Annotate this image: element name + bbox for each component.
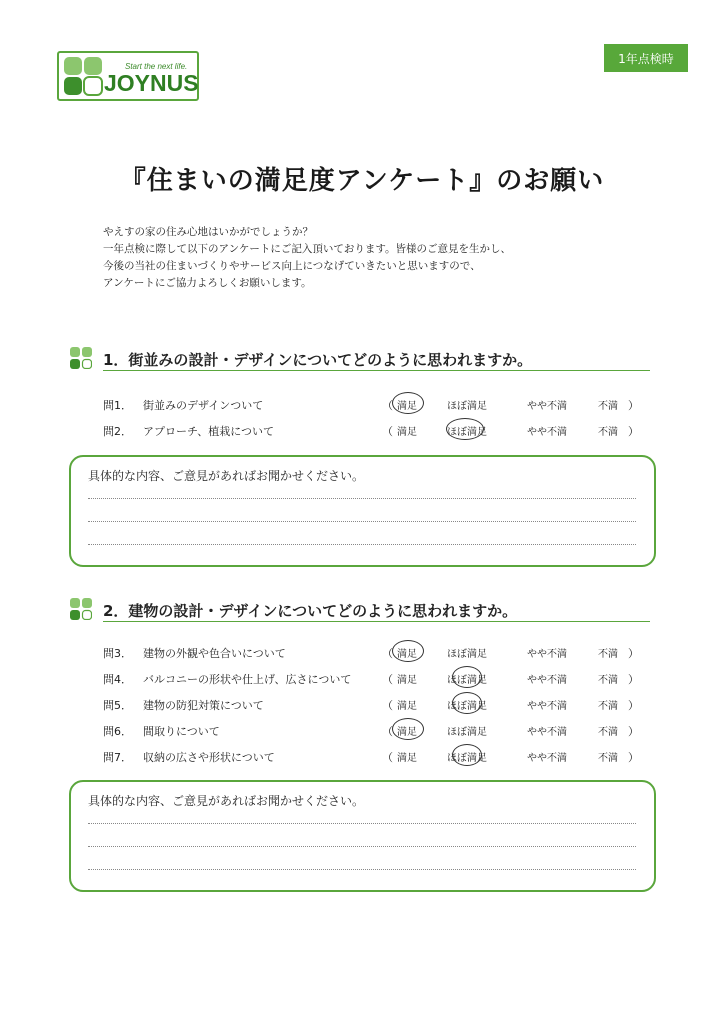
option-somewhat-dissatisfied[interactable]: やや不満 xyxy=(527,427,567,438)
option-somewhat-dissatisfied[interactable]: やや不満 xyxy=(527,675,567,686)
option-somewhat-dissatisfied[interactable]: やや不満 xyxy=(527,701,567,712)
option-somewhat-dissatisfied[interactable]: やや不満 xyxy=(527,753,567,764)
section-1-underline xyxy=(103,370,650,371)
option-dissatisfied[interactable]: 不満 xyxy=(598,401,618,412)
answer-circle-mark xyxy=(392,718,424,740)
answer-circle-mark xyxy=(452,692,482,714)
option-satisfied[interactable]: 満足 xyxy=(397,649,417,660)
question-row xyxy=(0,395,724,415)
option-mostly-satisfied[interactable]: ほぼ満足 xyxy=(447,675,487,686)
answer-circle-mark xyxy=(452,666,482,688)
option-dissatisfied[interactable]: 不満 xyxy=(598,675,618,686)
comment-label: 具体的な内容、ご意見があればお聞かせください。 xyxy=(88,794,365,808)
question-number: 問3． xyxy=(103,647,132,660)
option-mostly-satisfied[interactable]: ほぼ満足 xyxy=(447,649,487,660)
paren-open: （ xyxy=(382,399,393,412)
page-title: 『住まいの満足度アンケート』のお願い xyxy=(119,166,605,196)
question-text: バルコニーの形状や仕上げ、広さについて xyxy=(143,673,352,686)
paren-close: ） xyxy=(628,425,639,438)
section-2-underline xyxy=(103,621,650,622)
paren-close: ） xyxy=(628,673,639,686)
section-1-title: 1．街並みの設計・デザインについてどのように思われますか。 xyxy=(103,351,533,369)
section-2-title: 2．建物の設計・デザインについてどのように思われますか。 xyxy=(103,602,518,620)
question-text: 建物の外観や色合いについて xyxy=(143,647,286,660)
question-row xyxy=(0,695,724,715)
intro-line: 一年点検に際して以下のアンケートにご記入頂いております。皆様のご意見を生かし、 xyxy=(103,243,512,255)
intro-line: アンケートにご協力よろしくお願いします。 xyxy=(103,277,312,289)
option-dissatisfied[interactable]: 不満 xyxy=(598,649,618,660)
option-somewhat-dissatisfied[interactable]: やや不満 xyxy=(527,401,567,412)
logo-wordmark: JOYNUS xyxy=(104,70,199,96)
paren-open: （ xyxy=(382,673,393,686)
question-number: 問6． xyxy=(103,725,132,738)
question-row xyxy=(0,643,724,663)
option-satisfied[interactable]: 満足 xyxy=(397,727,417,738)
section-clover-icon xyxy=(70,347,92,369)
option-somewhat-dissatisfied[interactable]: やや不満 xyxy=(527,727,567,738)
question-number: 問1． xyxy=(103,399,132,412)
paren-close: ） xyxy=(628,399,639,412)
paren-open: （ xyxy=(382,751,393,764)
option-satisfied[interactable]: 満足 xyxy=(397,753,417,764)
option-mostly-satisfied[interactable]: ほぼ満足 xyxy=(447,401,487,412)
question-number: 問7． xyxy=(103,751,132,764)
option-mostly-satisfied[interactable]: ほぼ満足 xyxy=(447,753,487,764)
comment-line xyxy=(88,846,636,847)
intro-line: やえすの家の住み心地はいかがでしょうか？ xyxy=(103,226,313,238)
comment-line xyxy=(88,823,636,824)
option-mostly-satisfied[interactable]: ほぼ満足 xyxy=(447,727,487,738)
comment-line xyxy=(88,498,636,499)
option-dissatisfied[interactable]: 不満 xyxy=(598,727,618,738)
question-text: 収納の広さや形状について xyxy=(143,751,275,764)
paren-open: （ xyxy=(382,647,393,660)
paren-open: （ xyxy=(382,699,393,712)
intro-text xyxy=(103,224,511,292)
question-number: 問5． xyxy=(103,699,132,712)
question-text: アプローチ、植栽について xyxy=(143,425,275,438)
question-text: 街並みのデザインついて xyxy=(143,399,264,412)
clover-logo-icon xyxy=(63,56,103,96)
question-text: 建物の防犯対策について xyxy=(143,699,264,712)
question-row xyxy=(0,747,724,767)
intro-line: 今後の当社の住まいづくりやサービス向上につなげていきたいと思いますので、 xyxy=(103,260,481,272)
option-dissatisfied[interactable]: 不満 xyxy=(598,427,618,438)
question-row xyxy=(0,669,724,689)
option-mostly-satisfied[interactable]: ほぼ満足 xyxy=(447,701,487,712)
section-clover-icon xyxy=(70,598,92,620)
comment-line xyxy=(88,544,636,545)
question-number: 問2． xyxy=(103,425,132,438)
logo-tagline: Start the next life. xyxy=(125,62,188,71)
paren-close: ） xyxy=(628,725,639,738)
paren-open: （ xyxy=(382,725,393,738)
inspection-badge: 1年点検時 xyxy=(604,44,688,72)
comment-line xyxy=(88,869,636,870)
answer-circle-mark xyxy=(446,418,484,440)
option-somewhat-dissatisfied[interactable]: やや不満 xyxy=(527,649,567,660)
option-dissatisfied[interactable]: 不満 xyxy=(598,701,618,712)
option-mostly-satisfied[interactable]: ほぼ満足 xyxy=(447,427,487,438)
answer-circle-mark xyxy=(392,392,424,414)
paren-close: ） xyxy=(628,751,639,764)
option-satisfied[interactable]: 満足 xyxy=(397,427,417,438)
comment-line xyxy=(88,521,636,522)
option-satisfied[interactable]: 満足 xyxy=(397,701,417,712)
option-dissatisfied[interactable]: 不満 xyxy=(598,753,618,764)
question-row xyxy=(0,721,724,741)
answer-circle-mark xyxy=(392,640,424,662)
question-text: 間取りについて xyxy=(143,725,220,738)
option-satisfied[interactable]: 満足 xyxy=(397,401,417,412)
option-satisfied[interactable]: 満足 xyxy=(397,675,417,686)
paren-open: （ xyxy=(382,425,393,438)
paren-close: ） xyxy=(628,699,639,712)
comment-label: 具体的な内容、ご意見があればお聞かせください。 xyxy=(88,469,365,483)
question-number: 問4． xyxy=(103,673,132,686)
question-row xyxy=(0,421,724,441)
answer-circle-mark xyxy=(452,744,482,766)
paren-close: ） xyxy=(628,647,639,660)
